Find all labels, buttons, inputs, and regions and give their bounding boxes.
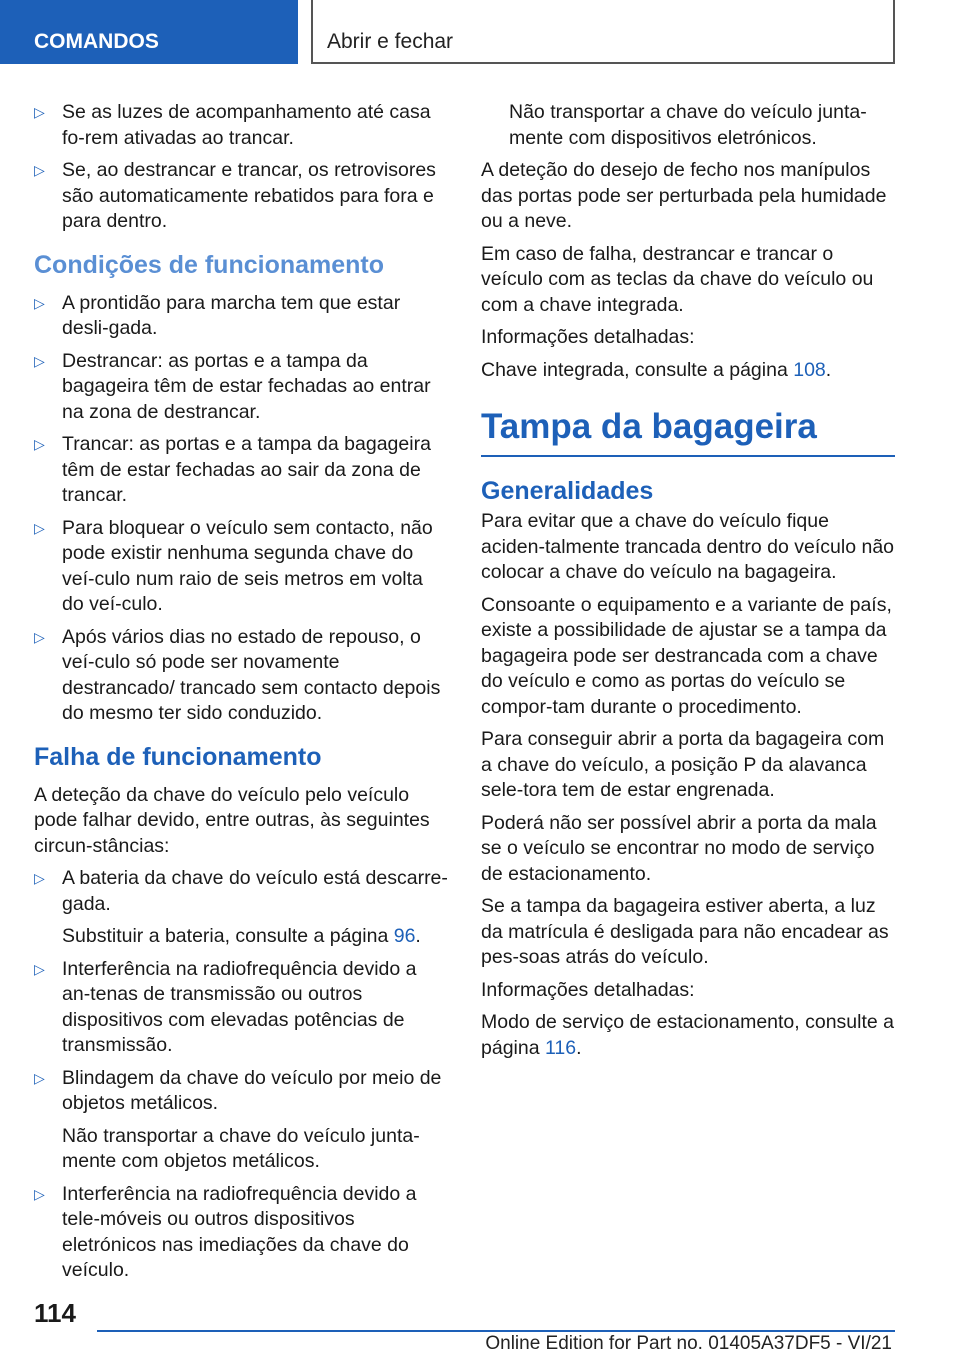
paragraph: Poderá não ser possível abrir a porta da mala se o veículo se encontrar no modo de serviço de estacionamento.	[481, 811, 877, 885]
page-link-108[interactable]: 108	[793, 358, 826, 381]
list-item: ▷ Após vários dias no estado de repouso, o veí‐culo só pode ser novamente destrancado/ trancado sem contacto depois do mesmo ter sido conduzido.	[34, 625, 441, 724]
paragraph: Informações detalhadas:	[481, 326, 695, 348]
heading-tampa: Tampa da bagageira	[481, 405, 895, 457]
triangle-bullet-icon: ▷	[34, 162, 45, 178]
paragraph: Consoante o equipamento e a variante de país, existe a possibilidade de ajustar se a tampa da bagageira pode ser destrancada com a chave do veículo e como as portas do veículo se compor‐tam durante o procedimento.	[481, 593, 892, 718]
triangle-bullet-icon: ▷	[34, 1069, 45, 1086]
list-item: ▷ Se, ao destrancar e trancar, os retrovisores são automaticamente rebatidos para fora e para dentro.	[34, 159, 436, 232]
list-item: ▷ Se as luzes de acompanhamento até casa fo‐rem ativadas ao trancar.	[34, 101, 431, 149]
section-tab: COMANDOS	[0, 0, 298, 64]
list-item: ▷ Interferência na radiofrequência devido a an‐tenas de transmissão ou outros dispositivos com elevadas potências de transmissão.	[34, 957, 417, 1056]
triangle-bullet-icon: ▷	[34, 628, 45, 645]
list-item: ▷ Interferência na radiofrequência devido a tele‐móveis ou outros dispositivos eletrónicos nas imediações da chave do veículo.	[34, 1182, 417, 1281]
chapter-title: Abrir e fechar	[311, 0, 895, 64]
footer-edition: Online Edition for Part no. 01405A37DF5 - VI/21	[485, 1333, 892, 1354]
page-number: 114	[34, 1298, 76, 1328]
triangle-bullet-icon: ▷	[34, 519, 45, 536]
page-link-116[interactable]: 116	[544, 1036, 577, 1059]
heading-condicoes: Condições de funcionamento	[34, 250, 385, 279]
triangle-bullet-icon: ▷	[34, 436, 45, 452]
paragraph: Informações detalhadas:	[481, 978, 695, 1001]
paragraph: Em caso de falha, destrancar e trancar o veículo com as teclas da chave do veículo ou com a chave integrada.	[481, 242, 874, 316]
right-column	[481, 100, 895, 1068]
list-item: ▷ Trancar: as portas e a tampa da bagageira têm de estar fechadas ao sair da zona de trancar.	[34, 433, 431, 506]
sub-text: Substituir a bateria, consulte a página 96.	[62, 925, 421, 947]
paragraph: Chave integrada, consulte a página 108.	[481, 358, 832, 381]
heading-generalidades: Generalidades	[481, 477, 654, 505]
page-link-96[interactable]: 96	[393, 925, 416, 947]
paragraph: Modo de serviço de estacionamento, consulte a página 116.	[481, 1011, 894, 1059]
triangle-bullet-icon: ▷	[34, 870, 45, 886]
sub-text: Não transportar a chave do veículo junta‐mente com objetos metálicos.	[62, 1124, 420, 1172]
triangle-bullet-icon: ▷	[34, 104, 45, 120]
falha-intro: A deteção da chave do veículo pelo veículo pode falhar devido, entre outras, às seguintes circun‐stâncias:	[34, 783, 430, 857]
list-item: ▷ Blindagem da chave do veículo por meio de objetos metálicos. Não transportar a chave do veículo junta‐mente com objetos metálicos.	[34, 1066, 449, 1175]
heading-falha: Falha de funcionamento	[34, 742, 322, 771]
list-item: ▷ A bateria da chave do veículo está descarre‐gada. Substituir a bateria, consulte a página 96.	[34, 866, 449, 950]
continued-sub-text: Não transportar a chave do veículo junta‐mente com dispositivos eletrónicos.	[509, 101, 867, 149]
triangle-bullet-icon: ▷	[34, 960, 45, 977]
list-item: ▷ Destrancar: as portas e a tampa da bagageira têm de estar fechadas ao entrar na zona de destrancar.	[34, 349, 431, 423]
triangle-bullet-icon: ▷	[34, 352, 45, 369]
paragraph: Se a tampa da bagageira estiver aberta, a luz da matrícula é desligada para não encadear as pes‐soas atrás do veículo.	[481, 895, 889, 968]
triangle-bullet-icon: ▷	[34, 1185, 45, 1202]
paragraph: A deteção do desejo de fecho nos manípulos das portas pode ser perturbada pela humidade ou a neve.	[481, 159, 887, 232]
list-item: ▷ A prontidão para marcha tem que estar desli‐gada.	[34, 291, 401, 339]
list-item: ▷ Para bloquear o veículo sem contacto, não pode existir nenhuma segunda chave do veí‐culo num raio de seis metros em volta do veí‐culo.	[34, 516, 433, 615]
triangle-bullet-icon: ▷	[34, 294, 45, 311]
paragraph: Para evitar que a chave do veículo fique aciden‐talmente trancada dentro do veículo não colocar a chave do veículo na bagageira.	[481, 510, 895, 583]
paragraph: Para conseguir abrir a porta da bagageira com a chave do veículo, a posição P da alavanca sele‐tora tem de estar engrenada.	[481, 728, 885, 801]
left-column	[34, 100, 449, 1291]
